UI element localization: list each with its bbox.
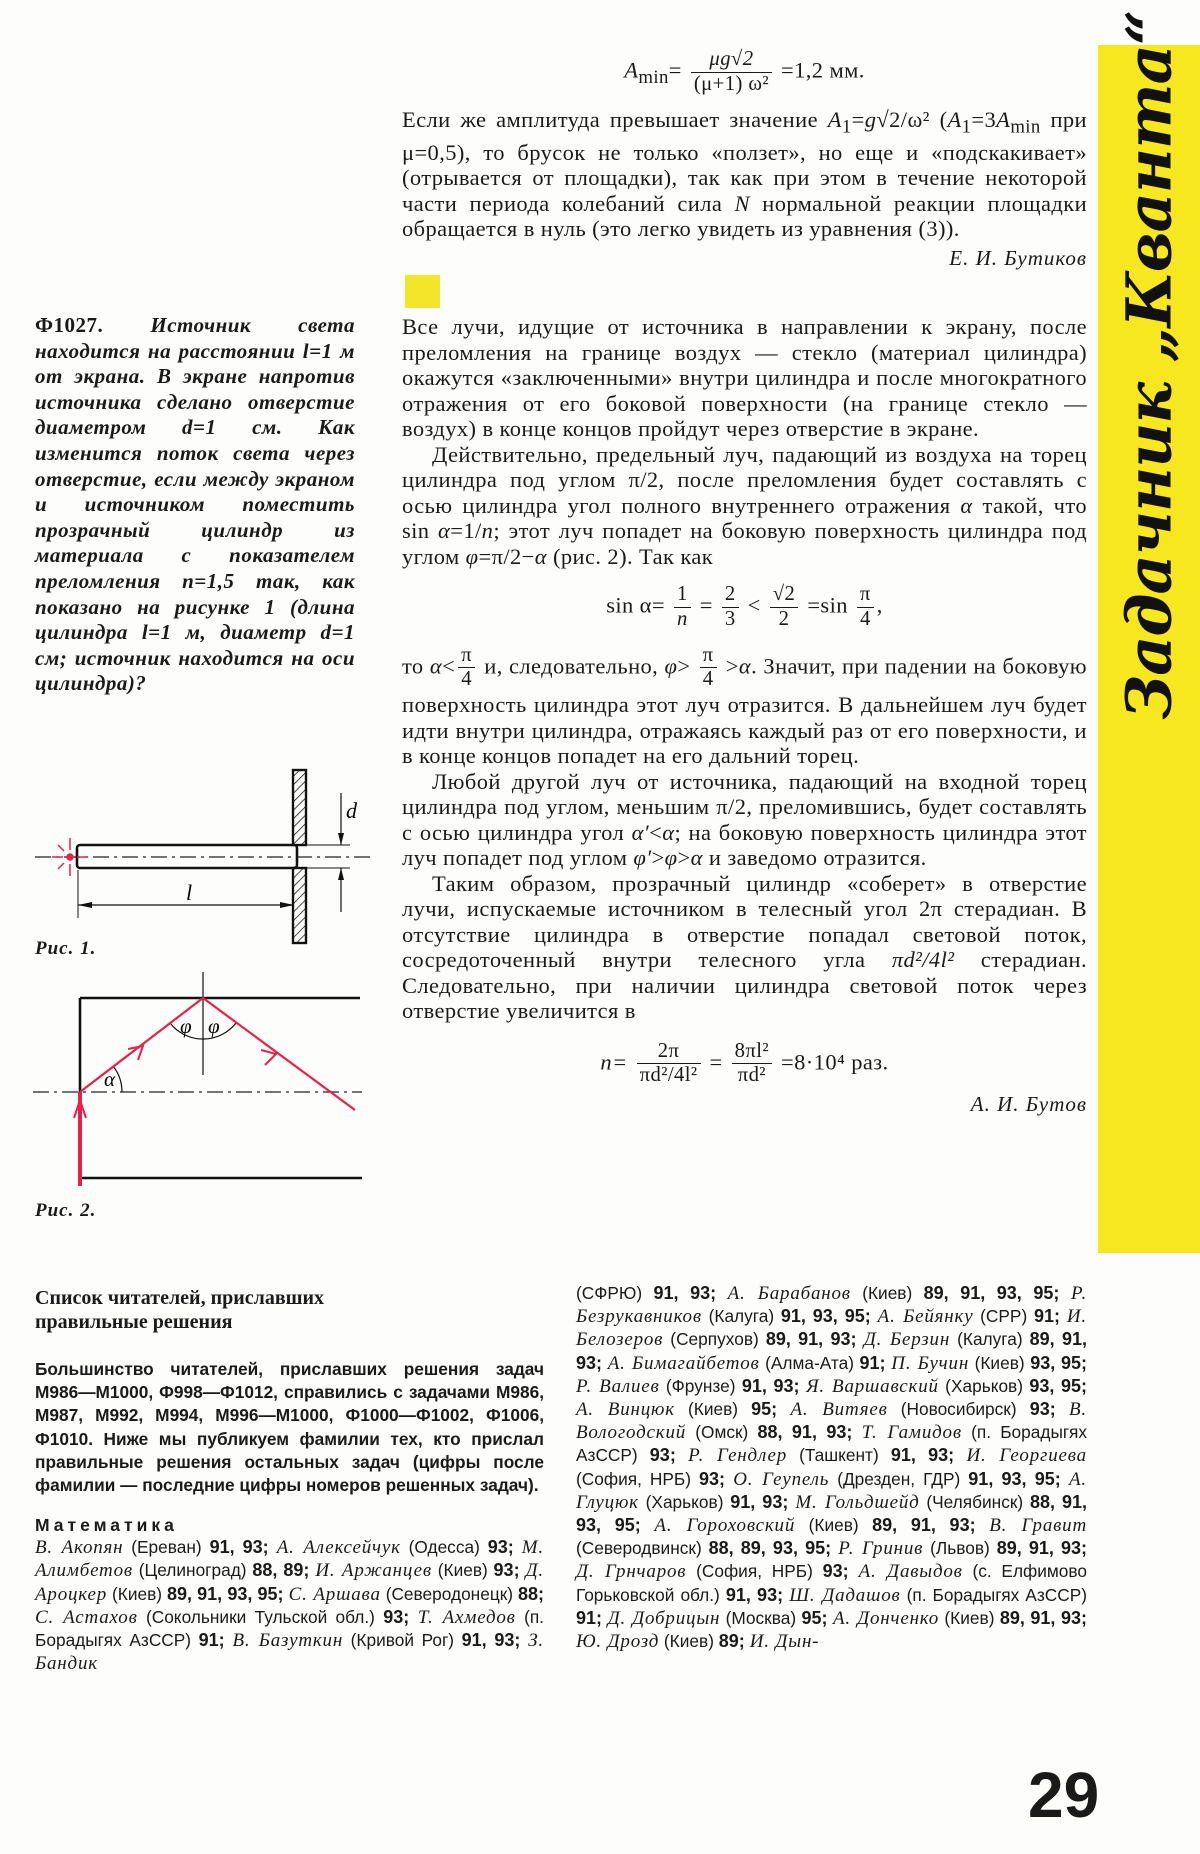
paragraph <box>402 314 1087 442</box>
fraction-denominator: 4 <box>859 607 871 630</box>
formula-fraction <box>691 48 772 97</box>
formula-symbol: A <box>624 57 639 83</box>
text-run: (СФРЮ) <box>576 1283 654 1303</box>
problem-text: Источник света находится на расстоянии l=1 м от экрана. В экране напротив источника сделано отверстие диаметром d=1 см. Как изменится поток света через отверстие, если между экраном и источником поместить прозрачный цилиндр из материала с показателем преломления n=1,5 так, как показано на рисунке 1 (длина цилиндра l=1 м, диаметр d=1 см; источник находится на оси цилиндра)? <box>35 313 356 696</box>
formula-part: =sin <box>807 592 848 618</box>
formula-subscript: min <box>638 66 669 88</box>
text-run: (Ташкент) <box>787 1445 891 1466</box>
text-run: (Львов) <box>923 1538 997 1559</box>
text-run: такой, что sin <box>402 492 1087 543</box>
bold-number: 91, 93; <box>725 1584 790 1605</box>
bold-number: 93, 95; <box>1030 1352 1087 1373</box>
italic-text: С. Астахов <box>35 1606 138 1628</box>
text-run: (Кривой Рог) <box>343 1630 462 1651</box>
fraction-numerator: π <box>458 644 475 669</box>
text-run: (Северодонецк) <box>380 1583 518 1604</box>
text-run: (Киев) <box>795 1515 873 1536</box>
text-run: Таким образом, прозрачный цилиндр «соберет» в отверстие лучи, испускаемые источником в телесный угол 2π стерадиан. В отсутствие цилиндра в отверстие попадал световой поток, сосредоточенный внутри телесного угла <box>402 870 1087 973</box>
bold-number: 89, 91, 93, 95; <box>923 1283 1071 1303</box>
italic-text: A <box>996 106 1011 132</box>
italic-text: Д. Добрицын <box>607 1607 721 1629</box>
inline-fraction <box>700 644 717 693</box>
fraction-denominator: πd²/4l² <box>639 1064 698 1087</box>
italic-text: А. Барабанов <box>727 1283 851 1304</box>
text-run: < <box>442 653 456 679</box>
formula-fraction <box>637 1040 701 1089</box>
text-run: (Киев) <box>850 1283 924 1303</box>
italic-text: n <box>481 518 494 543</box>
bold-number: 88, 89; <box>252 1560 316 1581</box>
italic-text: А. Бимагайбетов <box>607 1352 760 1374</box>
bold-number: 91, 93; <box>890 1445 967 1466</box>
text-run: (Одесса) <box>400 1537 488 1558</box>
bold-number: 91, 93; <box>209 1537 277 1558</box>
formula-fraction <box>770 583 799 632</box>
text-run: Любой другой луч от источника, падающий на входной торец цилиндра под углом, меньшим π/2, преломившись, будет составлять с осью цилиндра угол <box>402 768 1087 845</box>
text-run: (п. Борадыгях АзССР) <box>576 1422 1087 1466</box>
formula-part: < <box>747 592 761 618</box>
bold-number: 88; <box>518 1583 545 1604</box>
label-phi-left: φ <box>180 1014 192 1038</box>
italic-text: Я. Варшавский <box>806 1375 939 1397</box>
text-run: =1/ <box>450 518 482 543</box>
text-run: Если же амплитуда превышает значение <box>402 106 828 132</box>
text-run: (Алма-Ата) <box>759 1352 860 1373</box>
bold-number: 91, 93; <box>741 1375 807 1396</box>
italic-text: φ <box>664 653 678 679</box>
fraction-denominator: n <box>676 607 688 630</box>
text-run: и, следовательно, <box>478 653 665 679</box>
formula-fraction <box>722 583 739 632</box>
label-d: d <box>346 798 357 823</box>
bold-number: 91; <box>859 1352 892 1373</box>
text-run: (п. Борадыгях АзССР) <box>35 1606 544 1651</box>
italic-text: А. Витяев <box>790 1399 888 1421</box>
text-run: нормальной реакции площадки обращается в нуль (это легко увидеть из уравнения (3)). <box>402 190 1088 242</box>
formula-part: , <box>876 592 883 618</box>
bold-number: 93; <box>1029 1399 1070 1420</box>
formula-result: =1,2 мм. <box>781 57 865 83</box>
text-run: то <box>402 653 430 679</box>
readers-intro: Большинство читателей, приславших решения задач М986—М1000, Ф998—Ф1012, справились с задачами М986, М987, М992, М994, М996—М1000, Ф1000—Ф1002, Ф1006, Ф1010. Ниже мы публикуем фамилии тех, кто прислал правильные решения остальных задач (цифры после фамилии — последние цифры номеров решенных задач). <box>35 1359 544 1496</box>
italic-text: А. Давыдов <box>858 1561 963 1583</box>
italic-text: Р. Гринив <box>838 1538 924 1560</box>
text-run: Действительно, предельный луч, падающий из воздуха на торец цилиндра под углом π/2, после преломления будет составлять с осью цилиндра угол полного внутреннего отражения <box>402 441 1087 518</box>
label-phi-right: φ <box>208 1014 220 1038</box>
paragraph <box>402 107 1087 242</box>
fraction-denominator: πd² <box>737 1064 766 1087</box>
italic-text: З. Бандик <box>35 1630 544 1675</box>
paragraph <box>402 769 1087 871</box>
previous-solution-ending <box>402 38 1087 271</box>
text-run: (рис. 2). Так как <box>546 543 714 569</box>
text-run: 1 <box>841 116 852 138</box>
label-alpha: α <box>104 1067 116 1091</box>
italic-text: α <box>960 492 973 518</box>
readers-list-continued <box>576 1282 1087 1653</box>
bold-number: 93; <box>699 1468 734 1489</box>
paragraph <box>402 644 1087 769</box>
italic-text: A <box>947 106 962 132</box>
bold-number: 88, 91, 93, 95; <box>576 1491 1087 1536</box>
italic-text: М. Гольдшейд <box>795 1491 920 1513</box>
text-run: < <box>649 819 663 845</box>
author-signature: Е. И. Бутиков <box>949 245 1087 270</box>
italic-text: Р. Безрукавников <box>576 1283 1087 1328</box>
italic-text: Р. Гендлер <box>688 1445 788 1467</box>
text-run: (п. Борадыгях АзССР) <box>900 1584 1087 1605</box>
text-run: > <box>677 653 697 679</box>
fraction-denominator: 4 <box>461 668 472 691</box>
text-run: (Челябинск) <box>919 1491 1030 1512</box>
italic-text: О. Геупель <box>733 1468 830 1490</box>
text-run: (Северодвинск) <box>576 1538 709 1559</box>
formula-flux-ratio <box>402 1040 1087 1089</box>
formula-eq: = <box>668 57 682 83</box>
text-run: = <box>851 106 865 132</box>
formula-part: =8·10⁴ раз. <box>781 1049 889 1075</box>
italic-text: В. Базуткин <box>232 1630 344 1652</box>
text-run: > <box>719 653 739 679</box>
bold-number: 95; <box>801 1607 834 1628</box>
bold-number: 93; <box>822 1561 859 1582</box>
italic-text: Т. Ахмедов <box>417 1606 516 1628</box>
bold-number: 91, 93; <box>730 1491 796 1512</box>
italic-text: А. Глуцюк <box>576 1468 1087 1513</box>
text-run: (Омск) <box>686 1422 758 1443</box>
label-l: l <box>186 880 193 905</box>
bold-number: 89, 91, 93; <box>999 1607 1087 1628</box>
text-run: (СРР) <box>973 1306 1034 1327</box>
text-run: ; на боковую поверхность цилиндра этот луч попадет под углом <box>402 819 1087 871</box>
italic-text: И. Дын- <box>749 1631 820 1653</box>
bold-number: 88, 89, 93, 95; <box>708 1538 839 1559</box>
formula-part: = <box>699 592 713 618</box>
text-run: (Новосибирск) <box>887 1399 1030 1420</box>
paragraph <box>402 871 1087 1024</box>
italic-text: α <box>662 819 675 845</box>
paragraph <box>402 442 1087 570</box>
screen-lower <box>293 868 306 943</box>
text-run: (Харьков) <box>938 1375 1030 1396</box>
text-run: Все лучи, идущие от источника в направлении к экрану, после преломления на границе воздух — стекло (материал цилиндра) окажутся «заключенными» внутри цилиндра и после многократного отражения от его боковой поверхности (на границе стекло — воздух) в конце концов пройдут через отверстие в экране. <box>402 314 1087 441</box>
bold-number: 89, 91, 93, 95; <box>166 1583 289 1604</box>
bold-number: 91, 93, 95; <box>780 1306 878 1327</box>
fraction-numerator: 8πl² <box>732 1040 772 1065</box>
readers-heading: Список читателей, приславших правильные решения <box>35 1287 325 1333</box>
problem-number: Ф1027. <box>35 313 104 337</box>
text-run: (Калуга) <box>950 1329 1030 1350</box>
italic-text: И. Аржанцев <box>315 1560 432 1582</box>
italic-text: М. Алимбетов <box>35 1537 544 1582</box>
italic-text: А. Донченко <box>833 1607 940 1629</box>
text-run: (Целиноград) <box>132 1560 253 1581</box>
italic-text: П. Бучин <box>891 1352 970 1374</box>
bold-number: 91; <box>576 1607 608 1628</box>
text-run: (Киев) <box>969 1352 1031 1373</box>
italic-text: Ш. Дадашов <box>789 1584 901 1606</box>
italic-text: φ <box>664 845 678 871</box>
bold-number: 93; <box>383 1606 418 1627</box>
italic-text: Д. Ароцкер <box>35 1560 544 1605</box>
italic-text: А. Гороховский <box>654 1515 796 1537</box>
text-run: (Калуга) <box>701 1306 781 1327</box>
bold-number: 93; <box>493 1560 526 1581</box>
formula-fraction <box>674 583 691 632</box>
fraction-denominator: 4 <box>702 668 714 691</box>
text-run: (Киев) <box>659 1631 719 1652</box>
bold-number: 93; <box>649 1445 689 1466</box>
fraction-denominator: (μ+1) ω² <box>693 72 769 95</box>
text-run: =π/2− <box>478 543 535 569</box>
fraction-numerator: √2 <box>770 583 799 608</box>
text-run: (Дрезден, ГДР) <box>829 1468 969 1489</box>
italic-text: α′ <box>631 819 650 845</box>
readers-left-column <box>35 1286 544 1675</box>
formula-fraction <box>857 583 874 632</box>
italic-text: И. Белозеров <box>576 1306 1087 1351</box>
fraction-numerator: 2 <box>722 583 739 608</box>
section-side-band <box>1098 10 1200 1253</box>
bold-number: 93; <box>487 1537 522 1558</box>
inline-fraction <box>458 644 475 693</box>
bold-number: 91, 93; <box>653 1283 728 1303</box>
section-title-handwritten: Задачник „Кванта“ <box>1112 10 1186 720</box>
italic-text: А. Алексейчук <box>276 1537 401 1559</box>
bold-number: 89, 91, 93; <box>765 1329 864 1350</box>
italic-text: Д. Берзин <box>863 1329 951 1351</box>
bold-number: 93, 95; <box>1029 1375 1087 1396</box>
bold-number: 91, 93, 95; <box>968 1468 1069 1489</box>
fraction-numerator: 2π <box>637 1040 701 1065</box>
text-run: (Серпухов) <box>663 1329 766 1350</box>
text-run: (София, НРБ) <box>686 1561 823 1582</box>
bold-number: 89, 91, 93; <box>872 1515 990 1536</box>
italic-text: В. Вологодский <box>576 1399 1087 1444</box>
text-run: (Фрунзе) <box>659 1375 742 1396</box>
text-run: (Киев) <box>431 1560 494 1581</box>
italic-text: N <box>734 190 750 216</box>
italic-text: А. Винцюк <box>576 1399 675 1421</box>
text-run: =3 <box>971 106 997 132</box>
italic-text: α <box>738 653 752 679</box>
text-run: и заведомо отразится. <box>702 845 927 871</box>
bold-number: 91; <box>1033 1306 1067 1327</box>
italic-text: α <box>429 653 443 679</box>
yellow-marker <box>405 275 440 308</box>
bold-number: 91, 93; <box>461 1630 529 1651</box>
bold-number: 88, 91, 93; <box>757 1422 862 1443</box>
fraction-numerator: π <box>700 644 717 669</box>
text-run: (Ереван) <box>123 1537 210 1558</box>
fraction-numerator: π <box>857 583 874 608</box>
bold-number: 89, 91, 93; <box>576 1329 1087 1373</box>
solution-text <box>402 314 1087 1118</box>
text-run: (Харьков) <box>638 1491 731 1512</box>
formula-sin-alpha <box>402 583 1087 632</box>
text-run: (Москва) <box>720 1607 802 1628</box>
text-run: . Значит, при падении на боковую поверхность цилиндра этот луч отразится. В дальнейшем луч будет идти внутри цилиндра, отражаясь каждый раз от его поверхности, и в конце концов попадет на его дальний торец. <box>402 653 1087 769</box>
text-run: при μ=0,5), то брусок не только «ползет», но еще и «подскакивает» (отрывается от площадки), так как при этом в течение некоторой части периода колебаний сила <box>402 106 1087 216</box>
subject-heading-math: Математика <box>35 1515 178 1536</box>
italic-text: Т. Гамидов <box>861 1422 962 1444</box>
formula-part: n= <box>600 1049 628 1075</box>
text-run: (с. Елфимово Горьковской обл.) <box>576 1561 1087 1605</box>
italic-text: α <box>534 543 547 569</box>
italic-text: A <box>827 106 842 132</box>
text-run: 1 <box>961 116 972 138</box>
bold-number: 89; <box>718 1631 750 1652</box>
italic-text: φ′ <box>633 845 652 871</box>
screen-upper <box>293 770 306 845</box>
italic-text: α <box>438 518 451 543</box>
problem-statement <box>35 313 355 697</box>
italic-text: И. Георгиева <box>966 1445 1087 1467</box>
italic-text: А. Бейянку <box>877 1306 974 1328</box>
figure-1-caption: Рис. 1. <box>35 938 97 959</box>
text-run: (Сокольники Тульской обл.) <box>137 1606 384 1627</box>
text-run: ; этот луч попадет на боковую поверхность цилиндра под углом <box>402 518 1087 569</box>
formula-a-min <box>402 48 1087 97</box>
italic-text: В. Гравит <box>989 1515 1088 1537</box>
author-signature: А. И. Бутов <box>970 1092 1087 1117</box>
italic-text: πd²/4l² <box>891 947 955 973</box>
text-run: (Киев) <box>674 1399 752 1420</box>
text-run: > <box>651 845 665 871</box>
figure-1-diagram <box>20 760 400 1230</box>
text-run: (Киев) <box>107 1583 167 1604</box>
text-run: min <box>1010 116 1041 138</box>
italic-text: Р. Валиев <box>576 1375 660 1397</box>
text-run: √2/ω² ( <box>876 106 948 132</box>
text-run: (София, НРБ) <box>576 1468 700 1489</box>
figure-2-caption: Рис. 2. <box>35 1200 97 1221</box>
italic-text: α <box>690 845 703 871</box>
italic-text: Ю. Дрозд <box>576 1631 660 1653</box>
text-run: > <box>677 845 691 871</box>
formula-part: = <box>709 1049 723 1075</box>
fraction-numerator: μg√2 <box>691 48 772 73</box>
readers-list <box>35 1536 544 1675</box>
italic-text: В. Акопян <box>35 1537 124 1559</box>
bold-number: 91; <box>198 1630 233 1651</box>
text-run: (Киев) <box>939 1607 1000 1628</box>
italic-text: g <box>864 106 877 132</box>
fraction-denominator: 2 <box>778 607 790 630</box>
formula-fraction <box>732 1040 772 1089</box>
page-number: 29 <box>1028 1759 1100 1831</box>
fraction-denominator: 3 <box>724 607 736 630</box>
bold-number: 95; <box>751 1399 791 1420</box>
text-run: стерадиан. Следовательно, при наличии цилиндра световой поток через отверстие увеличится в <box>402 947 1087 1024</box>
formula-part: sin α= <box>606 592 665 618</box>
italic-text: Д. Грнчаров <box>576 1561 687 1583</box>
fraction-numerator: 1 <box>674 583 691 608</box>
italic-text: С. Аршава <box>288 1583 381 1605</box>
bold-number: 89, 91, 93; <box>996 1538 1087 1559</box>
italic-text: φ <box>465 543 479 569</box>
